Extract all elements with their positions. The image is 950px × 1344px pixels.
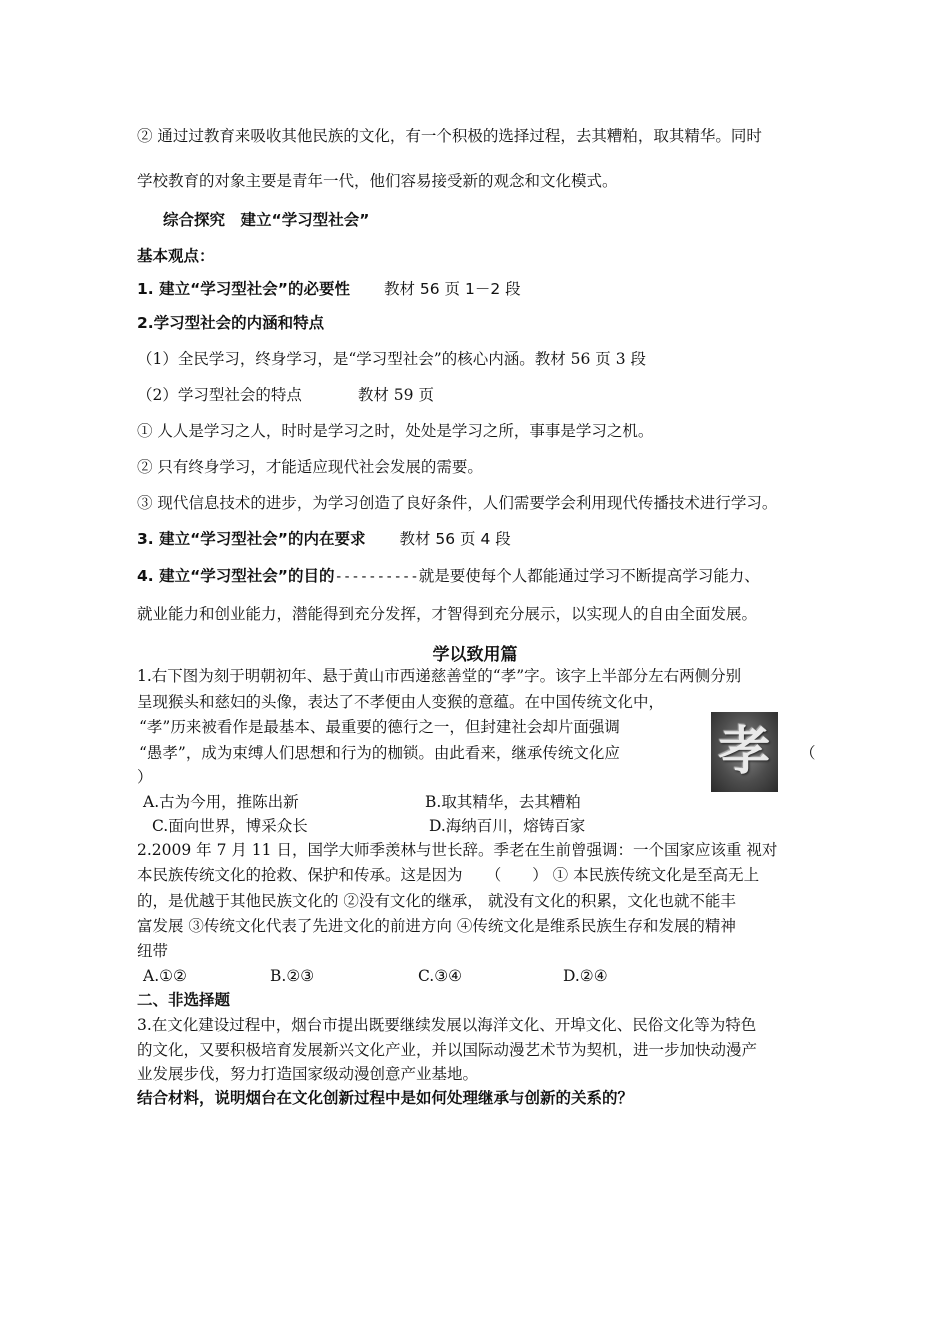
question-3-line: 的文化，又要积极培育发展新兴文化产业，并以国际动漫艺术节为契机，进一步加快动漫产: [137, 1041, 758, 1059]
point-2: 2.学习型社会的内涵和特点: [137, 314, 325, 332]
point-1: [137, 279, 521, 299]
text-line: （1）全民学习，终身学习，是“学习型社会”的核心内涵。教材 56 页 3 段: [137, 350, 647, 368]
xiao-calligraphy-image: [711, 712, 778, 792]
question-3-prompt: 结合材料，说明烟台在文化创新过程中是如何处理继承与创新的关系的？: [137, 1089, 634, 1107]
point-label: 4. 建立“学习型社会”的目的: [137, 567, 335, 585]
text-line: 就业能力和创业能力，潜能得到充分发挥，才智得到充分展示，以实现人的自由全面发展。: [137, 605, 758, 623]
text-line: ② 只有终身学习，才能适应现代社会发展的需要。: [137, 458, 483, 476]
text-line: 学校教育的对象主要是青年一代，他们容易接受新的观念和文化模式。: [137, 172, 618, 190]
point-text: 就是要使每个人都能通过学习不断提高学习能力、: [418, 567, 760, 585]
dash-separator: ----------: [334, 569, 419, 585]
section-2-heading: 二、非选择题: [137, 991, 231, 1009]
option-a: A.①②: [143, 967, 187, 985]
text-line: ① 人人是学习之人，时时是学习之时，处处是学习之所，事事是学习之机。: [137, 422, 654, 440]
question-2-line: 纽带: [137, 942, 169, 960]
xiao-character: 孝: [718, 721, 771, 782]
question-1-line: “孝”历来被看作是最基本、最重要的德行之一，但封建社会却片面强调: [139, 718, 620, 736]
answer-paren-close: ）: [137, 768, 153, 786]
point-ref: 教材 56 页 4 段: [399, 530, 511, 548]
option-c: C.面向世界，博采众长: [152, 817, 308, 835]
question-2-line: 本民族传统文化的抢救、保护和传承。这是因为 （ ） ① 本民族传统文化是至高无上: [137, 866, 760, 884]
point-label: 3. 建立“学习型社会”的内在要求: [137, 530, 366, 548]
question-3-line: 业发展步伐，努力打造国家级动漫创意产业基地。: [137, 1065, 479, 1083]
question-1-line: 呈现猴头和慈妇的头像，表达了不孝便由人变猴的意蕴。在中国传统文化中，: [137, 693, 665, 711]
point-label: 1. 建立“学习型社会”的必要性: [137, 280, 350, 298]
option-a: A.古为今用，推陈出新: [143, 793, 299, 811]
option-b: B.取其精华，去其糟粕: [425, 793, 581, 811]
point-4: [137, 566, 760, 587]
section-title: 综合探究 建立“学习型社会”: [163, 211, 370, 229]
point-ref: 教材 59 页: [357, 386, 434, 404]
point-label: （2）学习型社会的特点: [137, 386, 302, 404]
option-d: D.海纳百川，熔铸百家: [429, 817, 586, 835]
text-line: ② 通过过教育来吸收其他民族的文化，有一个积极的选择过程，去其糟粕，取其精华。同时: [137, 127, 762, 145]
point-3: [137, 529, 511, 549]
option-d: D.②④: [563, 967, 608, 985]
option-b: B.②③: [270, 967, 315, 985]
practice-heading: 学以致用篇: [432, 645, 518, 665]
question-2-line: 的，是优越于其他民族文化的 ②没有文化的继承， 就没有文化的积累，文化也就不能丰: [137, 892, 736, 910]
question-1-line: “愚孝”，成为束缚人们思想和行为的枷锁。由此看来，继承传统文化应: [139, 744, 620, 762]
point-ref: 教材 56 页 1－2 段: [383, 280, 521, 298]
text-line: [137, 385, 434, 405]
question-2-line: 富发展 ③传统文化代表了先进文化的前进方向 ④传统文化是维系民族生存和发展的精神: [137, 917, 736, 935]
question-2-line: 2.2009 年 7 月 11 日，国学大师季羡林与世长辞。季老在生前曾强调：一个国家应该重 视对: [137, 841, 778, 859]
answer-paren-open: （: [800, 744, 816, 762]
question-3-line: 3.在文化建设过程中，烟台市提出既要继续发展以海洋文化、开埠文化、民俗文化等为特色: [137, 1016, 757, 1034]
question-1-line: 1.右下图为刻于明朝初年、悬于黄山市西递慈善堂的“孝”字。该字上半部分左右两侧分别: [137, 667, 742, 685]
text-line: ③ 现代信息技术的进步，为学习创造了良好条件，人们需要学会利用现代传播技术进行学习。: [137, 494, 778, 512]
subheading: 基本观点：: [137, 247, 215, 265]
option-c: C.③④: [418, 967, 463, 985]
